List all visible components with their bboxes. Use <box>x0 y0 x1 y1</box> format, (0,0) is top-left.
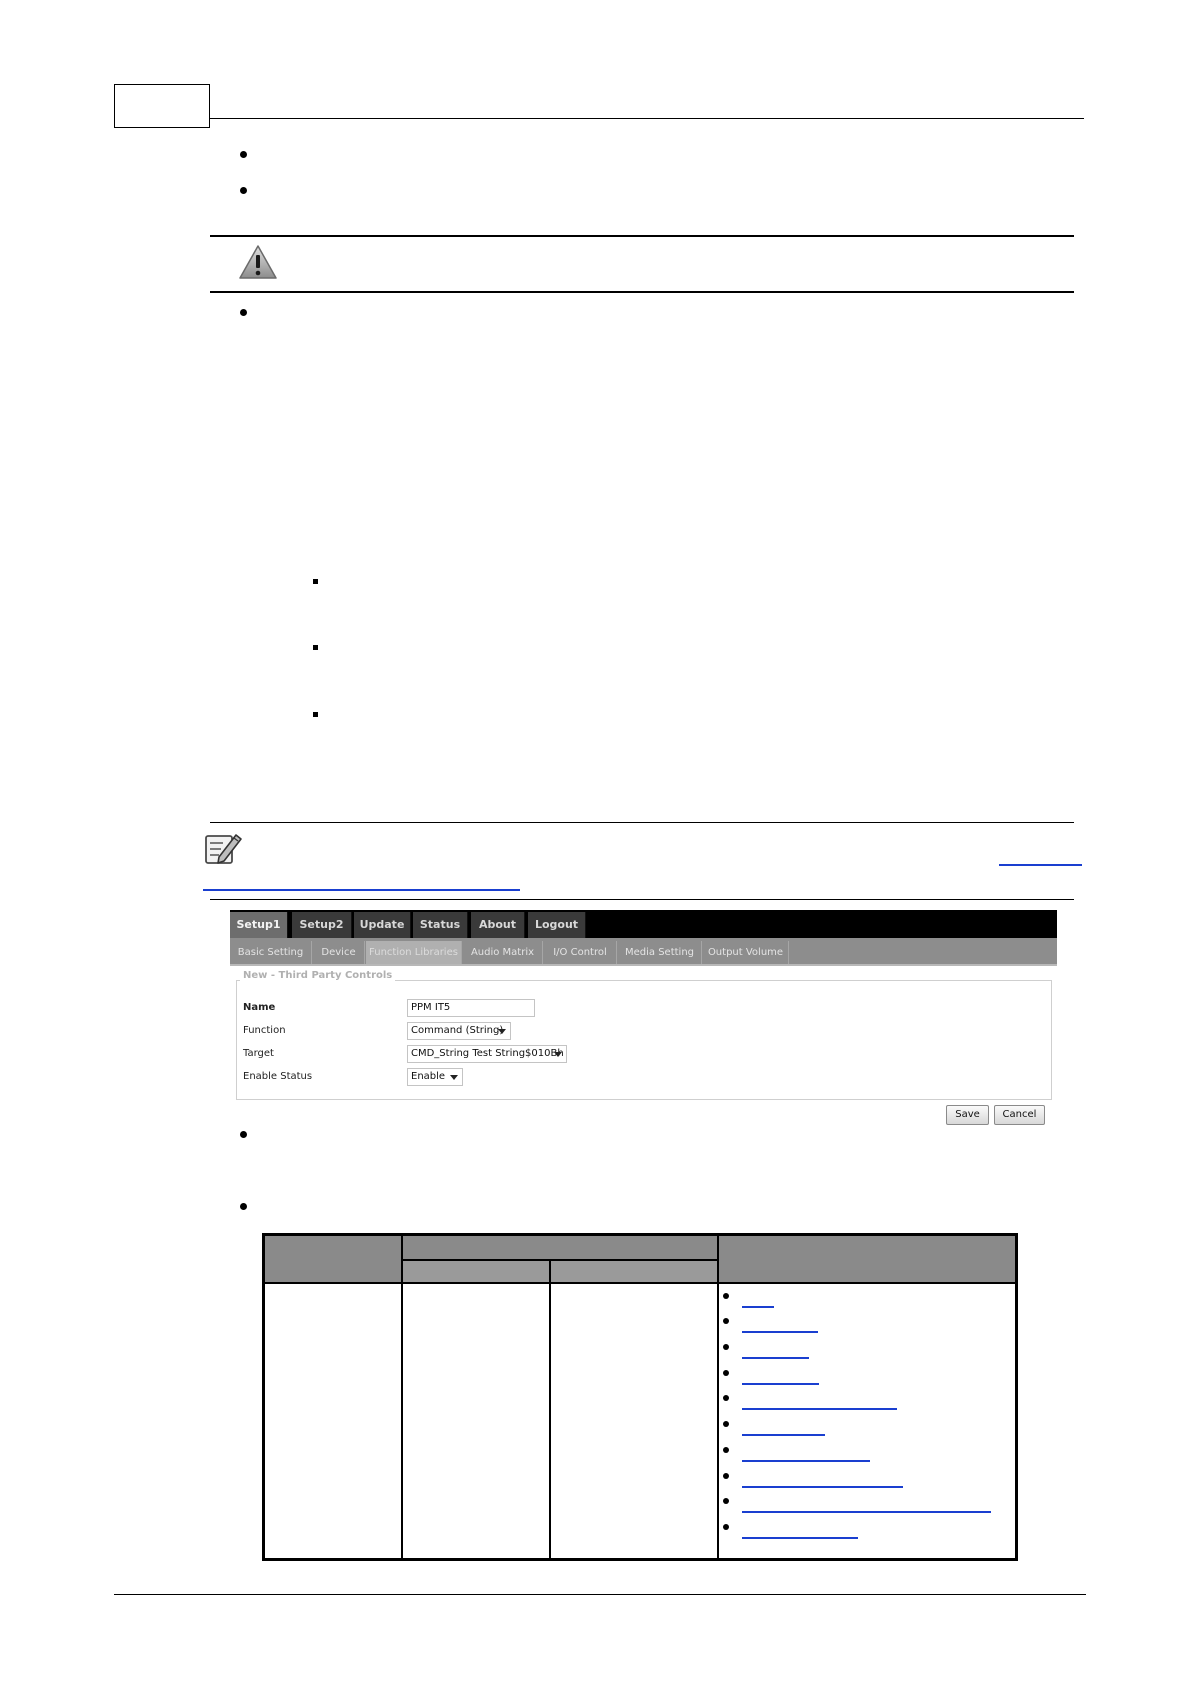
tab-status[interactable]: Status <box>413 912 468 938</box>
list-bullet <box>723 1473 729 1479</box>
footer-rule <box>114 1594 1086 1595</box>
table-link[interactable] <box>742 1511 991 1513</box>
enable-status-select-value: Enable <box>411 1071 446 1082</box>
save-button[interactable]: Save <box>946 1105 989 1125</box>
chevron-down-icon <box>498 1029 506 1034</box>
list-bullet <box>723 1498 729 1504</box>
target-select-value: CMD_String Test String$010Bh <box>411 1048 564 1059</box>
sub-bullet <box>313 645 318 650</box>
warning-top-rule <box>210 235 1074 237</box>
reference-table <box>262 1233 1018 1561</box>
top-tab-bar <box>230 910 1057 938</box>
sub-bullet <box>313 579 318 584</box>
enable-status-select[interactable] <box>407 1068 463 1086</box>
table-link[interactable] <box>742 1460 870 1462</box>
list-bullet <box>723 1318 729 1324</box>
list-bullet <box>723 1344 729 1350</box>
note-link[interactable] <box>999 864 1082 866</box>
name-label: Name <box>243 1002 276 1013</box>
target-label: Target <box>243 1048 274 1059</box>
sub-bullet <box>313 712 318 717</box>
table-col-divider <box>401 1236 403 1558</box>
table-link[interactable] <box>742 1357 809 1359</box>
chevron-down-icon <box>554 1052 562 1057</box>
table-col-divider <box>717 1236 719 1558</box>
function-select[interactable] <box>407 1022 511 1040</box>
note-link-continued[interactable] <box>203 889 520 891</box>
header-rule <box>210 118 1084 119</box>
bullet <box>240 151 247 158</box>
table-link[interactable] <box>742 1408 897 1410</box>
subtab-audio-matrix[interactable]: Audio Matrix <box>463 941 543 964</box>
tab-setup2[interactable]: Setup2 <box>292 912 352 938</box>
subtab-device[interactable]: Device <box>313 941 365 964</box>
subtab-output-volume[interactable]: Output Volume <box>703 941 789 964</box>
enable-status-label: Enable Status <box>243 1071 313 1082</box>
table-link[interactable] <box>742 1537 858 1539</box>
table-link[interactable] <box>742 1434 825 1436</box>
third-party-controls-fieldset <box>236 980 1052 1100</box>
tab-logout[interactable]: Logout <box>528 912 586 938</box>
list-bullet <box>723 1395 729 1401</box>
table-header-divider <box>401 1259 719 1261</box>
table-link[interactable] <box>742 1383 819 1385</box>
note-bottom-rule <box>210 899 1074 900</box>
bullet <box>240 1131 247 1138</box>
subtab-function-libraries[interactable]: Function Libraries <box>366 941 462 964</box>
sub-tab-bar <box>230 938 1057 966</box>
fieldset-legend: New - Third Party Controls <box>240 970 395 981</box>
table-subheader <box>403 1260 717 1283</box>
target-select[interactable] <box>407 1045 567 1063</box>
list-bullet <box>723 1447 729 1453</box>
note-icon <box>203 830 243 866</box>
function-select-value: Command (String) <box>411 1025 504 1036</box>
function-label: Function <box>243 1025 286 1036</box>
list-bullet <box>723 1293 729 1299</box>
web-ui-screenshot <box>230 910 1057 1126</box>
tab-setup1[interactable]: Setup1 <box>230 912 288 938</box>
table-header-bottom <box>265 1282 1015 1284</box>
note-top-rule <box>210 822 1074 823</box>
cancel-button[interactable]: Cancel <box>994 1105 1045 1125</box>
name-input[interactable]: PPM IT5 <box>407 999 535 1017</box>
table-link[interactable] <box>742 1486 903 1488</box>
table-link[interactable] <box>742 1331 818 1333</box>
table-col-divider <box>549 1260 551 1558</box>
list-bullet <box>723 1370 729 1376</box>
tab-about[interactable]: About <box>471 912 525 938</box>
list-bullet <box>723 1421 729 1427</box>
tab-update[interactable]: Update <box>354 912 411 938</box>
subtab-io-control[interactable]: I/O Control <box>544 941 617 964</box>
bullet <box>240 1203 247 1210</box>
bullet <box>240 309 247 316</box>
table-link[interactable] <box>742 1306 774 1308</box>
warning-icon <box>238 244 278 280</box>
warning-bottom-rule <box>210 291 1074 293</box>
bullet <box>240 187 247 194</box>
list-bullet <box>723 1524 729 1530</box>
subtab-media-setting[interactable]: Media Setting <box>618 941 702 964</box>
page-number-box <box>114 84 210 128</box>
subtab-basic-setting[interactable]: Basic Setting <box>230 941 312 964</box>
chevron-down-icon <box>450 1075 458 1080</box>
